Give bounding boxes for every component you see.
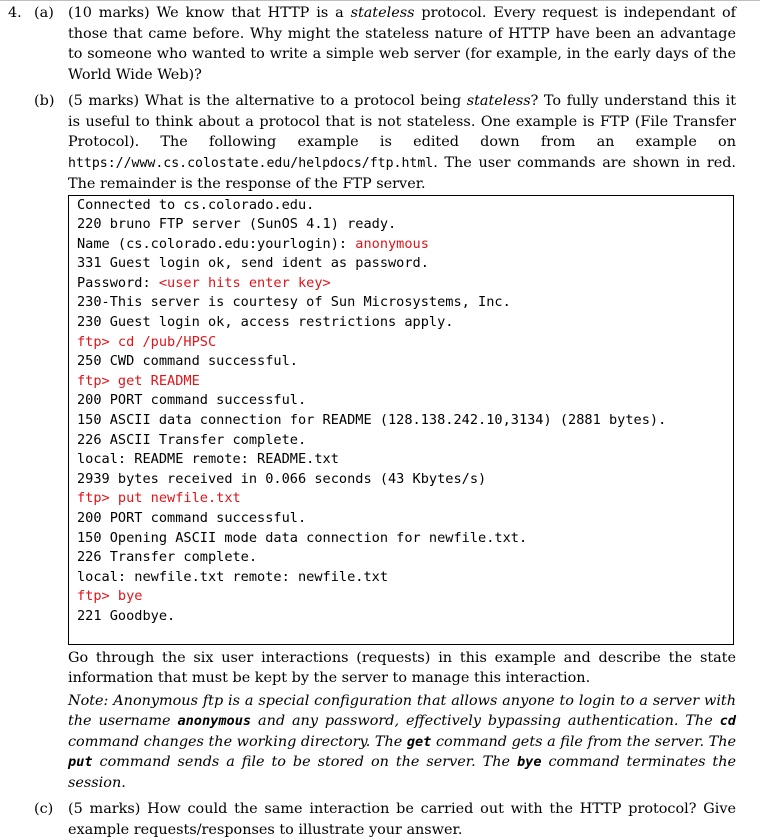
server-text: 220 bruno FTP server (SunOS 4.1) ready. xyxy=(77,216,397,233)
user-command: ftp> cd /pub/HPSC xyxy=(77,333,217,350)
part-c-text: (5 marks) How could the same interaction be carried out with the HTTP protocol? Give example requests/responses to illustrate your answer. xyxy=(68,801,737,838)
part-c xyxy=(8,799,736,840)
top-rule xyxy=(0,0,760,1)
transcript-line xyxy=(77,352,725,372)
server-text: 250 CWD command successful. xyxy=(77,353,298,370)
server-text: 331 Guest login ok, send ident as password. xyxy=(77,255,429,272)
part-b xyxy=(8,91,736,793)
part-a-label: (a) xyxy=(34,5,54,21)
source-url: https://www.cs.colostate.edu/helpdocs/ftp.html xyxy=(68,155,434,171)
user-command: <user hits enter key> xyxy=(158,274,331,291)
part-b-text: (5 marks) What is the alternative to a protocol being stateless? To fully understand this it is useful to think about a protocol that is not stateless. One example is FTP (File Transfer Protocol). The following example is edited down from an example on https://www.cs.colostate.edu/helpdocs/ftp.html. The user commands are shown in red. The remainder is the response of the FTP server. xyxy=(68,93,736,192)
transcript-line xyxy=(77,607,725,627)
user-command: ftp> put newfile.txt xyxy=(77,490,241,507)
server-text: 230-This server is courtesy of Sun Microsystems, Inc. xyxy=(77,294,511,311)
transcript-line xyxy=(77,254,725,274)
part-c-label: (c) xyxy=(34,801,54,817)
transcript-line xyxy=(77,313,725,333)
transcript-line xyxy=(77,372,725,392)
server-text: local: README remote: README.txt xyxy=(77,451,339,468)
transcript-line xyxy=(77,509,725,529)
part-b-question: Go through the six user interactions (requests) in this example and describe the state information that must be kept by the server to manage this interaction. xyxy=(68,649,736,686)
question-number: 4. xyxy=(8,5,22,21)
transcript-line xyxy=(77,568,725,588)
transcript-line xyxy=(77,293,725,313)
transcript-line xyxy=(77,333,725,353)
transcript-line xyxy=(77,529,725,549)
server-text: 200 PORT command successful. xyxy=(77,392,307,409)
part-a-text: (10 marks) We know that HTTP is a stateless protocol. Every request is independant of those that came before. Why might the stateless nature of HTTP have been an advantage to someone who wanted to write a simple web server (for example, in the early days of the World Wide Web)? xyxy=(68,5,736,83)
user-command: ftp> get README xyxy=(77,372,200,389)
part-a xyxy=(8,3,736,85)
transcript-line xyxy=(77,215,725,235)
user-command: ftp> bye xyxy=(77,588,143,605)
transcript-line xyxy=(77,411,725,431)
server-text: 150 ASCII data connection for README (128.138.242.10,3134) (2881 bytes). xyxy=(77,412,667,429)
transcript-line xyxy=(77,470,725,490)
server-text: 226 ASCII Transfer complete. xyxy=(77,431,307,448)
server-text: Name (cs.colorado.edu:yourlogin): xyxy=(77,235,356,252)
ftp-transcript xyxy=(68,195,734,645)
server-text: 2939 bytes received in 0.066 seconds (43 Kbytes/s) xyxy=(77,470,487,487)
transcript-line xyxy=(77,196,725,216)
question-4 xyxy=(8,3,736,840)
transcript-line xyxy=(77,274,725,294)
server-text: 221 Goodbye. xyxy=(77,607,176,624)
transcript-line xyxy=(77,450,725,470)
transcript-line xyxy=(77,587,725,607)
transcript-line xyxy=(77,431,725,451)
server-text: 150 Opening ASCII mode data connection for newfile.txt. xyxy=(77,529,528,546)
transcript-line xyxy=(77,489,725,509)
server-text: Password: xyxy=(77,274,159,291)
server-text: local: newfile.txt remote: newfile.txt xyxy=(77,568,388,585)
transcript-line xyxy=(77,391,725,411)
server-text: 226 Transfer complete. xyxy=(77,549,258,566)
transcript-line xyxy=(77,548,725,568)
user-command: anonymous xyxy=(355,235,429,252)
server-text: Connected to cs.colorado.edu. xyxy=(77,196,315,213)
part-b-note: Note: Anonymous ftp is a special configuration that allows anyone to login to a server with the username anonymous and any password, effectively bypassing authentication. The cd command changes the working directory. The get command gets a file from the server. The put command sends a file to be stored on the server. The bye command terminates the session. xyxy=(68,692,737,791)
part-b-label: (b) xyxy=(34,93,55,109)
server-text: 200 PORT command successful. xyxy=(77,510,307,526)
server-text: 230 Guest login ok, access restrictions apply. xyxy=(77,314,454,331)
transcript-line xyxy=(77,235,725,255)
